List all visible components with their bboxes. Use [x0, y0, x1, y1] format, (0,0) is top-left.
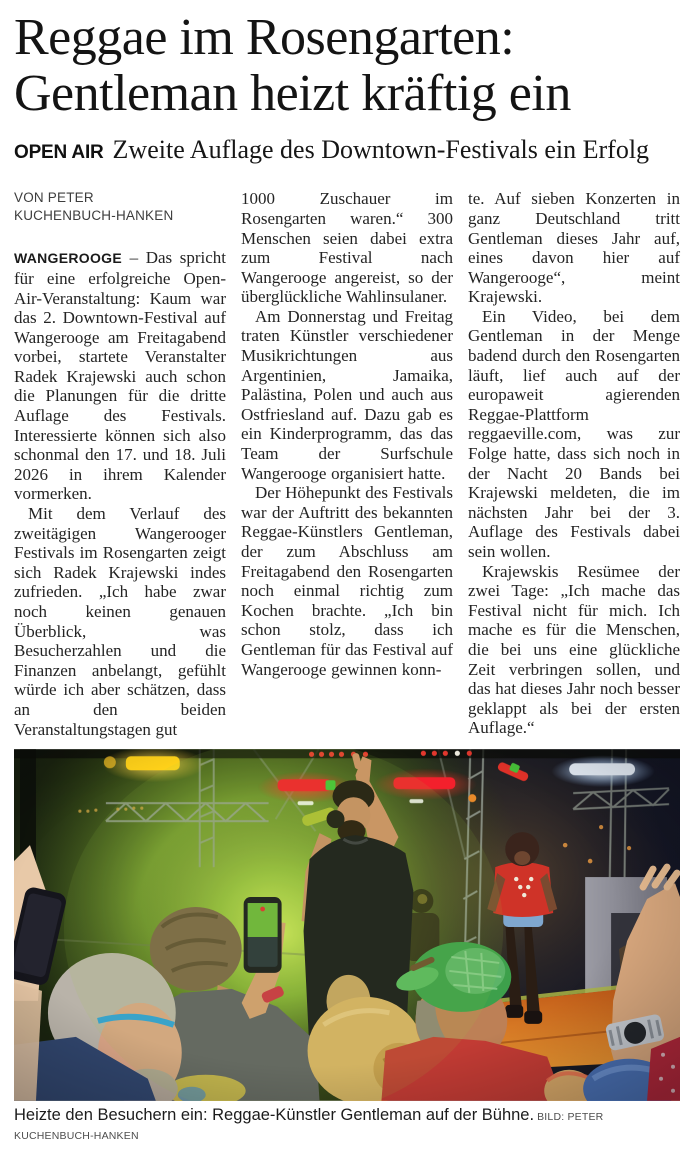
kicker-label: OPEN AIR — [14, 142, 104, 164]
vignette — [14, 749, 680, 1100]
byline-line-1: VON PETER — [14, 190, 94, 206]
headline-line-1: Reggae im Rosengarten: — [14, 9, 515, 66]
paragraph: Am Donnerstag und Freitag traten Künstler verschiedener Musikrichtungen aus Argentinien, Jamaika, Palästina, Polen und auch aus Ostfriesland auf. Dazu gab es ein Kinderprogramm, das das Team der Surfschule Wangerooge organisiert hatte. — [241, 306, 453, 483]
paragraph: te. Auf sieben Konzerten in ganz Deutschland tritt Gentleman dieses Jahr auf, eines davon hier auf Wangerooge“, meint Krajewski. — [468, 189, 680, 307]
paragraph: Ein Video, bei dem Gentleman in der Menge badend durch den Rosengarten läuft, lief auch auf der europaweit agierenden Reggae-Plattform reggaeville.com, was zur Folge hatte, dass sich noch in der Nacht 20 Bands bei Krajewski meldeten, die im nächsten Jahr bei der 3. Auflage des Festivals dabei sein wollen. — [468, 306, 680, 561]
paragraph: Krajewskis Resümee der zwei Tage: „Ich mache das Festival nicht für mich. Ich mache es für die Menschen, die bei uns eine glückliche Zeit verbringen sollen, und das hat dieses Jahr noch besser geklappt als bei der ersten Auflage.“ — [468, 561, 680, 738]
column-1 — [14, 189, 226, 739]
paragraph: Mit dem Verlauf des zweitägigen Wangerooger Festivals im Rosengarten zeigt sich Radek Krajewski indes zufrieden. „Ich habe zwar noch keinen genauen Überblick, was Besucherzahlen und die Finanzen anbelangt, gefühlt würde ich aber schätzen, dass an den beiden Veranstaltungstagen gut — [14, 504, 226, 739]
article-body — [14, 189, 680, 739]
headline — [14, 10, 680, 122]
byline-line-2: KUCHENBUCH-HANKEN — [14, 207, 174, 223]
byline — [14, 189, 226, 224]
photo-credit: BILD: PETER KUCHENBUCH-HANKEN — [14, 1111, 604, 1143]
headline-line-2: Gentleman heizt kräftig ein — [14, 65, 571, 123]
dateline: WANGEROOGE — [14, 250, 123, 267]
photo-caption — [14, 1101, 680, 1158]
paragraph: Der Höhepunkt des Festivals war der Auftritt des bekannten Reggae-Künstlers Gentleman, der zum Abschluss am Freitagabend den Rosengarten noch einmal richtig zum Kochen brachte. „Ich bin schon stolz, dass ich Gentleman für das Festival auf Wangerooge gewinnen konn- — [241, 483, 453, 679]
concert-photo — [14, 749, 680, 1101]
paragraph: 1000 Zuschauer im Rosengarten waren.“ 300 Menschen seien dabei extra zum Festival nach Wangerooge angereist, so der überglückliche Wahlinsulaner. — [241, 189, 453, 307]
article-photo — [14, 749, 680, 1158]
caption-text: Heizte den Besuchern ein: Reggae-Künstler Gentleman auf der Bühne. — [14, 1106, 535, 1125]
paragraph-text: – Das spricht für eine erfolgreiche Open-Air-Veranstaltung: Kaum war das 2. Downtown-Festival auf Wangerooge am Freitagabend vorbei, startete Veranstalter Radek Krajewski auch schon die Planungen für die dritte Auflage des Festivals. Interessierte können sich also schonmal den 17. und 18. Juli 2026 in ihrem Kalender vormerken. — [14, 248, 226, 504]
column-3 — [468, 189, 680, 739]
column-2 — [241, 189, 453, 739]
kicker-text: Zweite Auflage des Downtown-Festivals ein Erfolg — [112, 135, 650, 165]
kicker — [14, 135, 680, 165]
paragraph — [14, 248, 226, 504]
